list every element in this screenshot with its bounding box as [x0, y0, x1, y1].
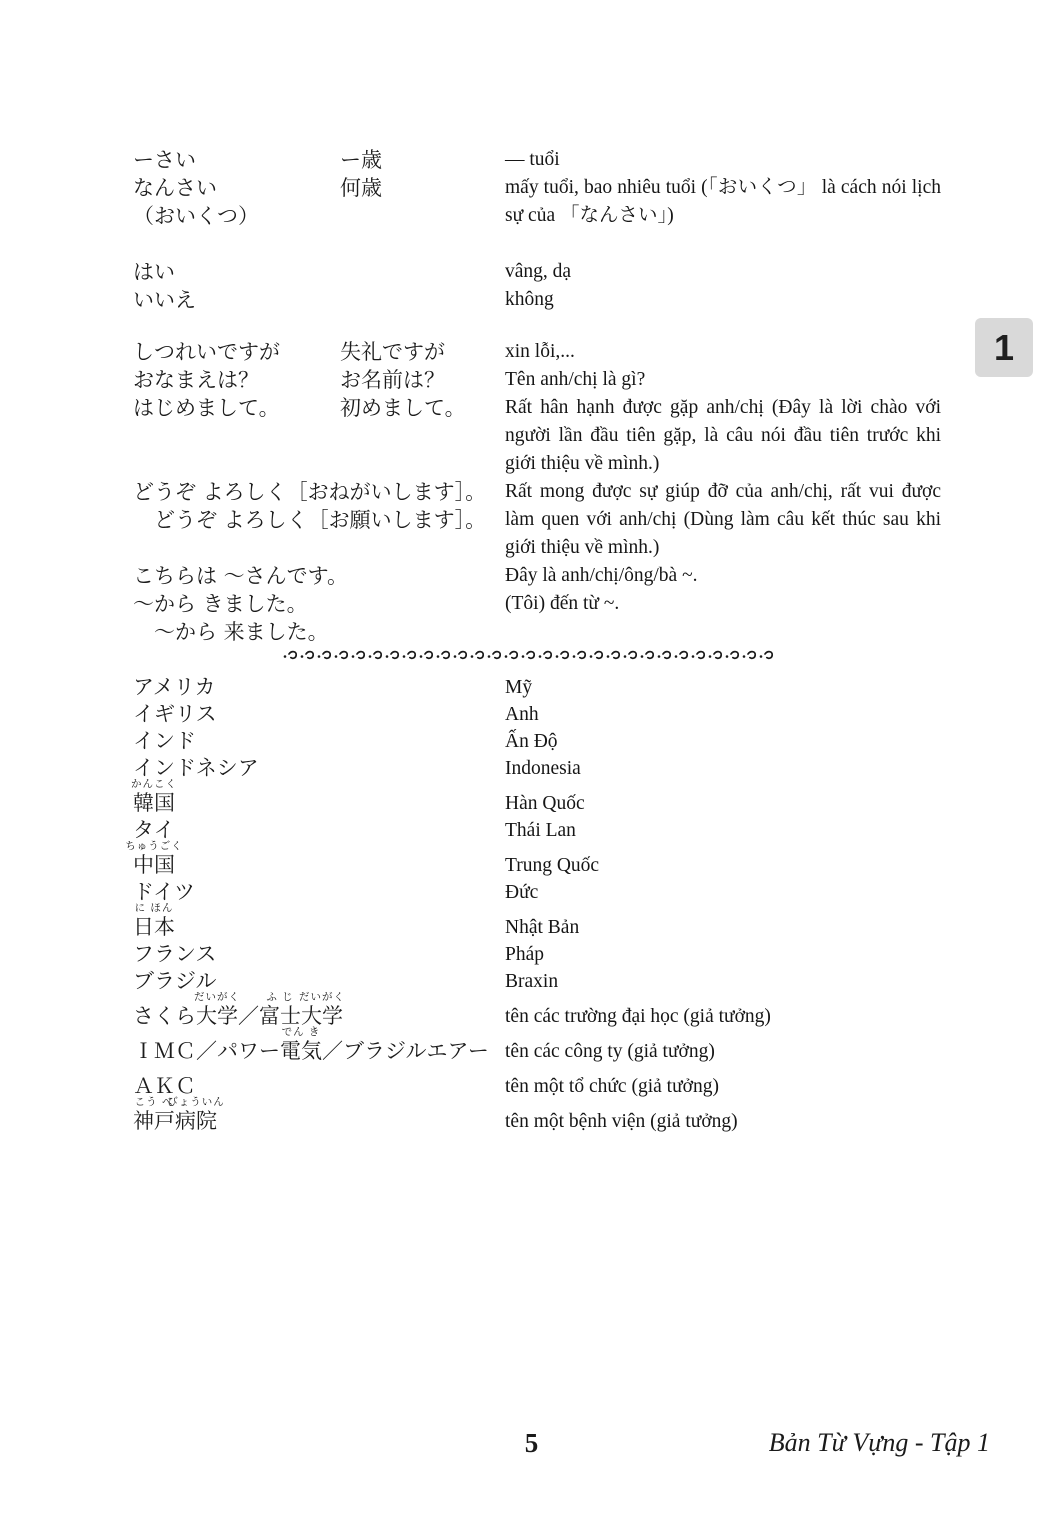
japanese-name-segment: 富士 ふ じ: [259, 991, 301, 1028]
vocab-group: [133, 146, 945, 174]
vietnamese-translation: Đức: [505, 882, 539, 903]
japanese-name: [133, 701, 505, 728]
japanese-kanji-line: お名前は？: [340, 368, 445, 392]
japanese-name-segment: インドネシア: [133, 756, 259, 780]
japanese-name-segment: 大学 だいがく: [299, 991, 345, 1028]
page-number: 5: [524, 1428, 539, 1458]
furigana: でん き: [281, 1026, 321, 1038]
vietnamese-translation: xin lỗi,...: [505, 341, 575, 362]
japanese-kana-column: [133, 258, 340, 286]
japanese-kana-column: [133, 366, 340, 394]
vietnamese-translation: Tên anh/chị là gì?: [505, 369, 646, 390]
vocab-section: [133, 146, 945, 646]
japanese-kanji-column: [340, 146, 505, 174]
chapter-tab: [975, 318, 1033, 377]
japanese-kana-line: ～から きました。: [133, 592, 308, 616]
japanese-name-segment: ドイツ: [133, 880, 195, 904]
japanese-name: [133, 674, 505, 701]
japanese-kana-column: [133, 394, 340, 422]
japanese-kana-column: [133, 562, 348, 590]
vocab-group: [133, 366, 945, 394]
vietnamese-translation: tên một tổ chức (giả tưởng): [505, 1076, 719, 1097]
japanese-name-segment: さくら: [133, 1004, 196, 1028]
chapter-number: 1: [993, 326, 1015, 368]
vietnamese-translation: mấy tuổi, bao nhiêu tuổi (「おいくつ」 là cách nói lịch sự của 「なんさい」): [505, 177, 941, 226]
vietnamese-translation: — tuổi: [505, 149, 560, 170]
vocab-group: [133, 174, 945, 230]
japanese-kana-column: [133, 174, 340, 230]
vocab-group: [133, 394, 945, 478]
furigana: ふ じ: [266, 991, 294, 1003]
vietnamese-translation: Nhật Bản: [505, 917, 580, 938]
japanese-name-segment: ＩＭＣ／パワー: [133, 1039, 280, 1063]
name-row: [133, 991, 945, 1030]
japanese-kana-line: なんさい: [133, 176, 217, 200]
vocab-group: [133, 286, 945, 314]
japanese-name: [133, 879, 505, 906]
name-row: [133, 1026, 945, 1065]
name-row: [133, 755, 945, 782]
vocab-group: [133, 562, 945, 590]
vietnamese-translation: tên các trường đại học (giả tưởng): [505, 1006, 771, 1027]
japanese-name: [133, 941, 505, 968]
name-row: [125, 840, 945, 879]
proper-names-section: [125, 674, 945, 1135]
japanese-kana-line: こちらは ～さんです。: [133, 564, 348, 588]
furigana: びょういん: [167, 1096, 225, 1108]
wavy-separator-graphic: [283, 648, 775, 664]
name-row: [133, 1096, 945, 1135]
japanese-name: [133, 1026, 505, 1065]
furigana: に ほん: [134, 902, 174, 914]
vietnamese-translation: Braxin: [505, 971, 559, 992]
vietnamese-translation: Rất mong được sự giúp đỡ của anh/chị, rất vui được làm quen với anh/chị (Dùng làm câu kết thúc sau khi giới thiệu về mình.): [505, 481, 941, 558]
vietnamese-translation: Mỹ: [505, 677, 533, 698]
japanese-name-segment: イギリス: [133, 702, 217, 726]
japanese-kanji-column: [340, 394, 505, 422]
vietnamese-translation: tên các công ty (giả tưởng): [505, 1041, 715, 1062]
japanese-kanji-line: 失礼ですが: [340, 340, 445, 364]
page-content: [125, 146, 945, 1135]
name-row: [133, 941, 945, 968]
japanese-name-segment: 電気 でん き: [280, 1026, 322, 1063]
vocab-group: [133, 258, 945, 286]
japanese-kana-column: [133, 338, 340, 366]
vietnamese-translation: không: [505, 289, 554, 310]
vietnamese-translation: Đây là anh/chị/ông/bà ~.: [505, 565, 698, 586]
japanese-name-segment: ＡＫＣ: [133, 1074, 196, 1098]
japanese-kanji-column: [340, 338, 505, 366]
japanese-name-segment: ／ブラジルエアー: [322, 1039, 489, 1063]
japanese-name-segment: ／: [238, 1004, 259, 1028]
vietnamese-translation: Trung Quốc: [505, 855, 600, 876]
vietnamese-translation: tên một bệnh viện (giả tưởng): [505, 1111, 738, 1132]
japanese-name-segment: 韓国 かんこく: [131, 778, 177, 815]
japanese-kanji-column: [340, 174, 505, 202]
japanese-kana-line: （おいくつ）: [133, 204, 259, 228]
name-row: [133, 728, 945, 755]
furigana: ちゅうごく: [125, 840, 183, 852]
name-row: [133, 1073, 945, 1100]
vietnamese-translation: vâng, dạ: [505, 261, 572, 282]
japanese-name-segment: 日本 に ほん: [133, 902, 175, 939]
japanese-kana-line: ーさい: [133, 148, 196, 172]
vietnamese-translation: Pháp: [505, 944, 544, 965]
japanese-name: [131, 778, 505, 817]
furigana: だいがく: [194, 991, 240, 1003]
japanese-phrase: [133, 478, 505, 534]
name-row: [133, 701, 945, 728]
name-row: [133, 902, 945, 941]
japanese-line: どうぞ よろしく［お願いします］。: [133, 508, 487, 532]
vocab-group: [133, 338, 945, 366]
japanese-name-segment: タイ: [133, 818, 175, 842]
japanese-name-segment: 神戸 こう べ: [133, 1096, 175, 1133]
name-row: [133, 674, 945, 701]
vietnamese-translation: Ấn Độ: [505, 731, 558, 752]
japanese-name-segment: フランス: [133, 942, 217, 966]
japanese-kana-column: [133, 146, 340, 174]
vietnamese-translation: Indonesia: [505, 758, 581, 779]
japanese-kana-column: [133, 286, 340, 314]
japanese-name-segment: 中国 ちゅうごく: [125, 840, 183, 877]
name-row: [133, 817, 945, 844]
vocab-group: [133, 478, 945, 562]
japanese-kanji-line: 何歳: [340, 176, 382, 200]
furigana: だいがく: [299, 991, 345, 1003]
name-row: [133, 968, 945, 995]
vietnamese-translation: Thái Lan: [505, 820, 576, 841]
japanese-name: [125, 840, 505, 879]
japanese-name: [133, 728, 505, 755]
japanese-name: [133, 902, 505, 941]
japanese-kana-line: おなまえは？: [133, 368, 259, 392]
name-row: [133, 879, 945, 906]
japanese-kana-line: はい: [133, 260, 175, 284]
vietnamese-translation: Rất hân hạnh được gặp anh/chị (Đây là lời chào với người lần đầu tiên gặp, là câu nói đầu tiên trước khi giới thiệu về mình.): [505, 397, 941, 474]
footer-book-title: Bản Từ Vựng - Tập 1: [768, 1428, 990, 1457]
japanese-name-segment: インド: [133, 729, 196, 753]
japanese-line: どうぞ よろしく［おねがいします］。: [133, 480, 487, 504]
japanese-kana-line: しつれいですが: [133, 340, 280, 364]
japanese-name: [133, 1096, 505, 1135]
japanese-name-segment: 病院 びょういん: [167, 1096, 225, 1133]
japanese-kana-line: ～から 来ました。: [133, 620, 329, 644]
japanese-kana-line: はじめまして。: [133, 396, 280, 420]
vietnamese-translation: Anh: [505, 704, 539, 725]
vietnamese-translation: (Tôi) đến từ ~.: [505, 593, 620, 614]
vietnamese-translation: Hàn Quốc: [505, 793, 585, 814]
furigana: こう べ: [134, 1096, 174, 1108]
japanese-name-segment: アメリカ: [133, 675, 216, 699]
japanese-name: [133, 817, 505, 844]
japanese-name-segment: ブラジル: [133, 969, 217, 993]
japanese-name: [133, 755, 505, 782]
japanese-name-segment: 大学 だいがく: [194, 991, 240, 1028]
japanese-kana-column: [133, 590, 340, 646]
vocab-group: [133, 590, 945, 646]
japanese-kanji-line: ー歳: [340, 148, 382, 172]
japanese-kanji-line: 初めまして。: [340, 396, 466, 420]
japanese-kana-line: いいえ: [133, 288, 196, 312]
name-row: [131, 778, 945, 817]
japanese-kanji-column: [340, 366, 505, 394]
wavy-separator: [283, 648, 945, 664]
furigana: かんこく: [131, 778, 177, 790]
